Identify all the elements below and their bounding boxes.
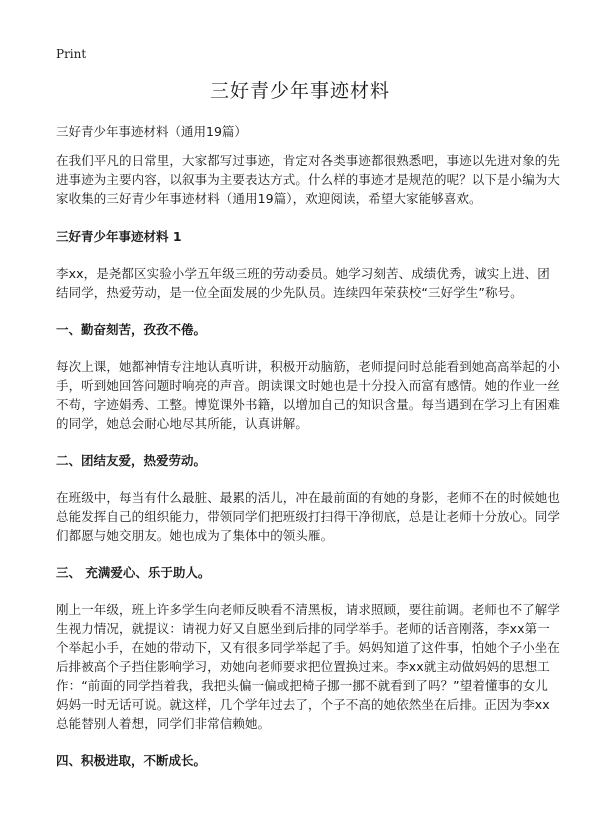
intro-paragraph: 在我们平凡的日常里，大家都写过事迹，肯定对各类事迹都很熟悉吧，事迹以先进对象的先进事迹为主要内容，以叙事为主要表达方式。什么样的事迹才是规范的呢？以下是小编为大家收集的三好青少年事迹材料（通用19篇），欢迎阅读，希望大家能够喜欢。 (56, 153, 561, 206)
section-heading: 三好青少年事迹材料 1 (56, 229, 182, 244)
subheading-3: 三、 充满爱心、乐于助人。 (56, 565, 211, 580)
paragraph-2: 在班级中，每当有什么最脏、最累的活儿，冲在最前面的有她的身影，老师不在的时候她也总能发挥自己的组织能力，带领同学们把班级打扫得干净彻底，总是让老师十分放心。同学们都愿与她交朋友。她也成为了集体中的领头雁。 (56, 490, 561, 543)
page-title: 三好青少年事迹材料 (209, 80, 390, 102)
paragraph-1: 每次上课，她都神情专注地认真听讲，积极开动脑筋，老师提问时总能看到她高高举起的小手，听到她回答问题时响亮的声音。朗读课文时她也是十分投入而富有感情。她的作业一丝不苟，字迹娟秀、工整。博览课外书籍，以增加自己的知识含量。每当遇到在学习上有困难的同学，她总会耐心地尽其所能，认真讲解。 (56, 359, 561, 431)
paragraph-3: 刚上一年级，班上许多学生向老师反映看不清黑板，请求照顾，要往前调。老师也不了解学生视力情况，就提议：请视力好又自愿坐到后排的同学举手。老师的话音刚落，李xx第一个举起小手，在她的带动下，又有很多同学举起了手。妈妈知道了这件事，怕她个子小坐在后排被高个子挡住影响学习，劝她向老师要求把位置换过来。李xx就主动做妈妈的思想工作：“前面的同学挡着我，我把头偏一偏或把椅子挪一挪不就看到了吗？”望着懂事的女儿妈妈一时无话可说。就这样，几个学年过去了，个子不高的她依然坐在后排。正因为李xx总能替别人着想，同学们非常信赖她。 (56, 602, 561, 731)
subheading-1: 一、勤奋刻苦，孜孜不倦。 (56, 322, 207, 337)
subheading-2: 二、团结友爱，热爱劳动。 (56, 453, 207, 468)
document-subtitle: 三好青少年事迹材料（通用19篇） (56, 124, 247, 139)
article-body (56, 151, 560, 770)
print-link[interactable]: Print (56, 47, 87, 61)
subheading-4: 四、积极进取，不断成长。 (56, 753, 207, 768)
section-intro-paragraph: 李xx，是尧都区实验小学五年级三班的劳动委员。她学习刻苦、成绩优秀，诚实上进、团结同学，热爱劳动，是一位全面发展的少先队员。连续四年荣获校“三好学生”称号。 (56, 266, 550, 300)
